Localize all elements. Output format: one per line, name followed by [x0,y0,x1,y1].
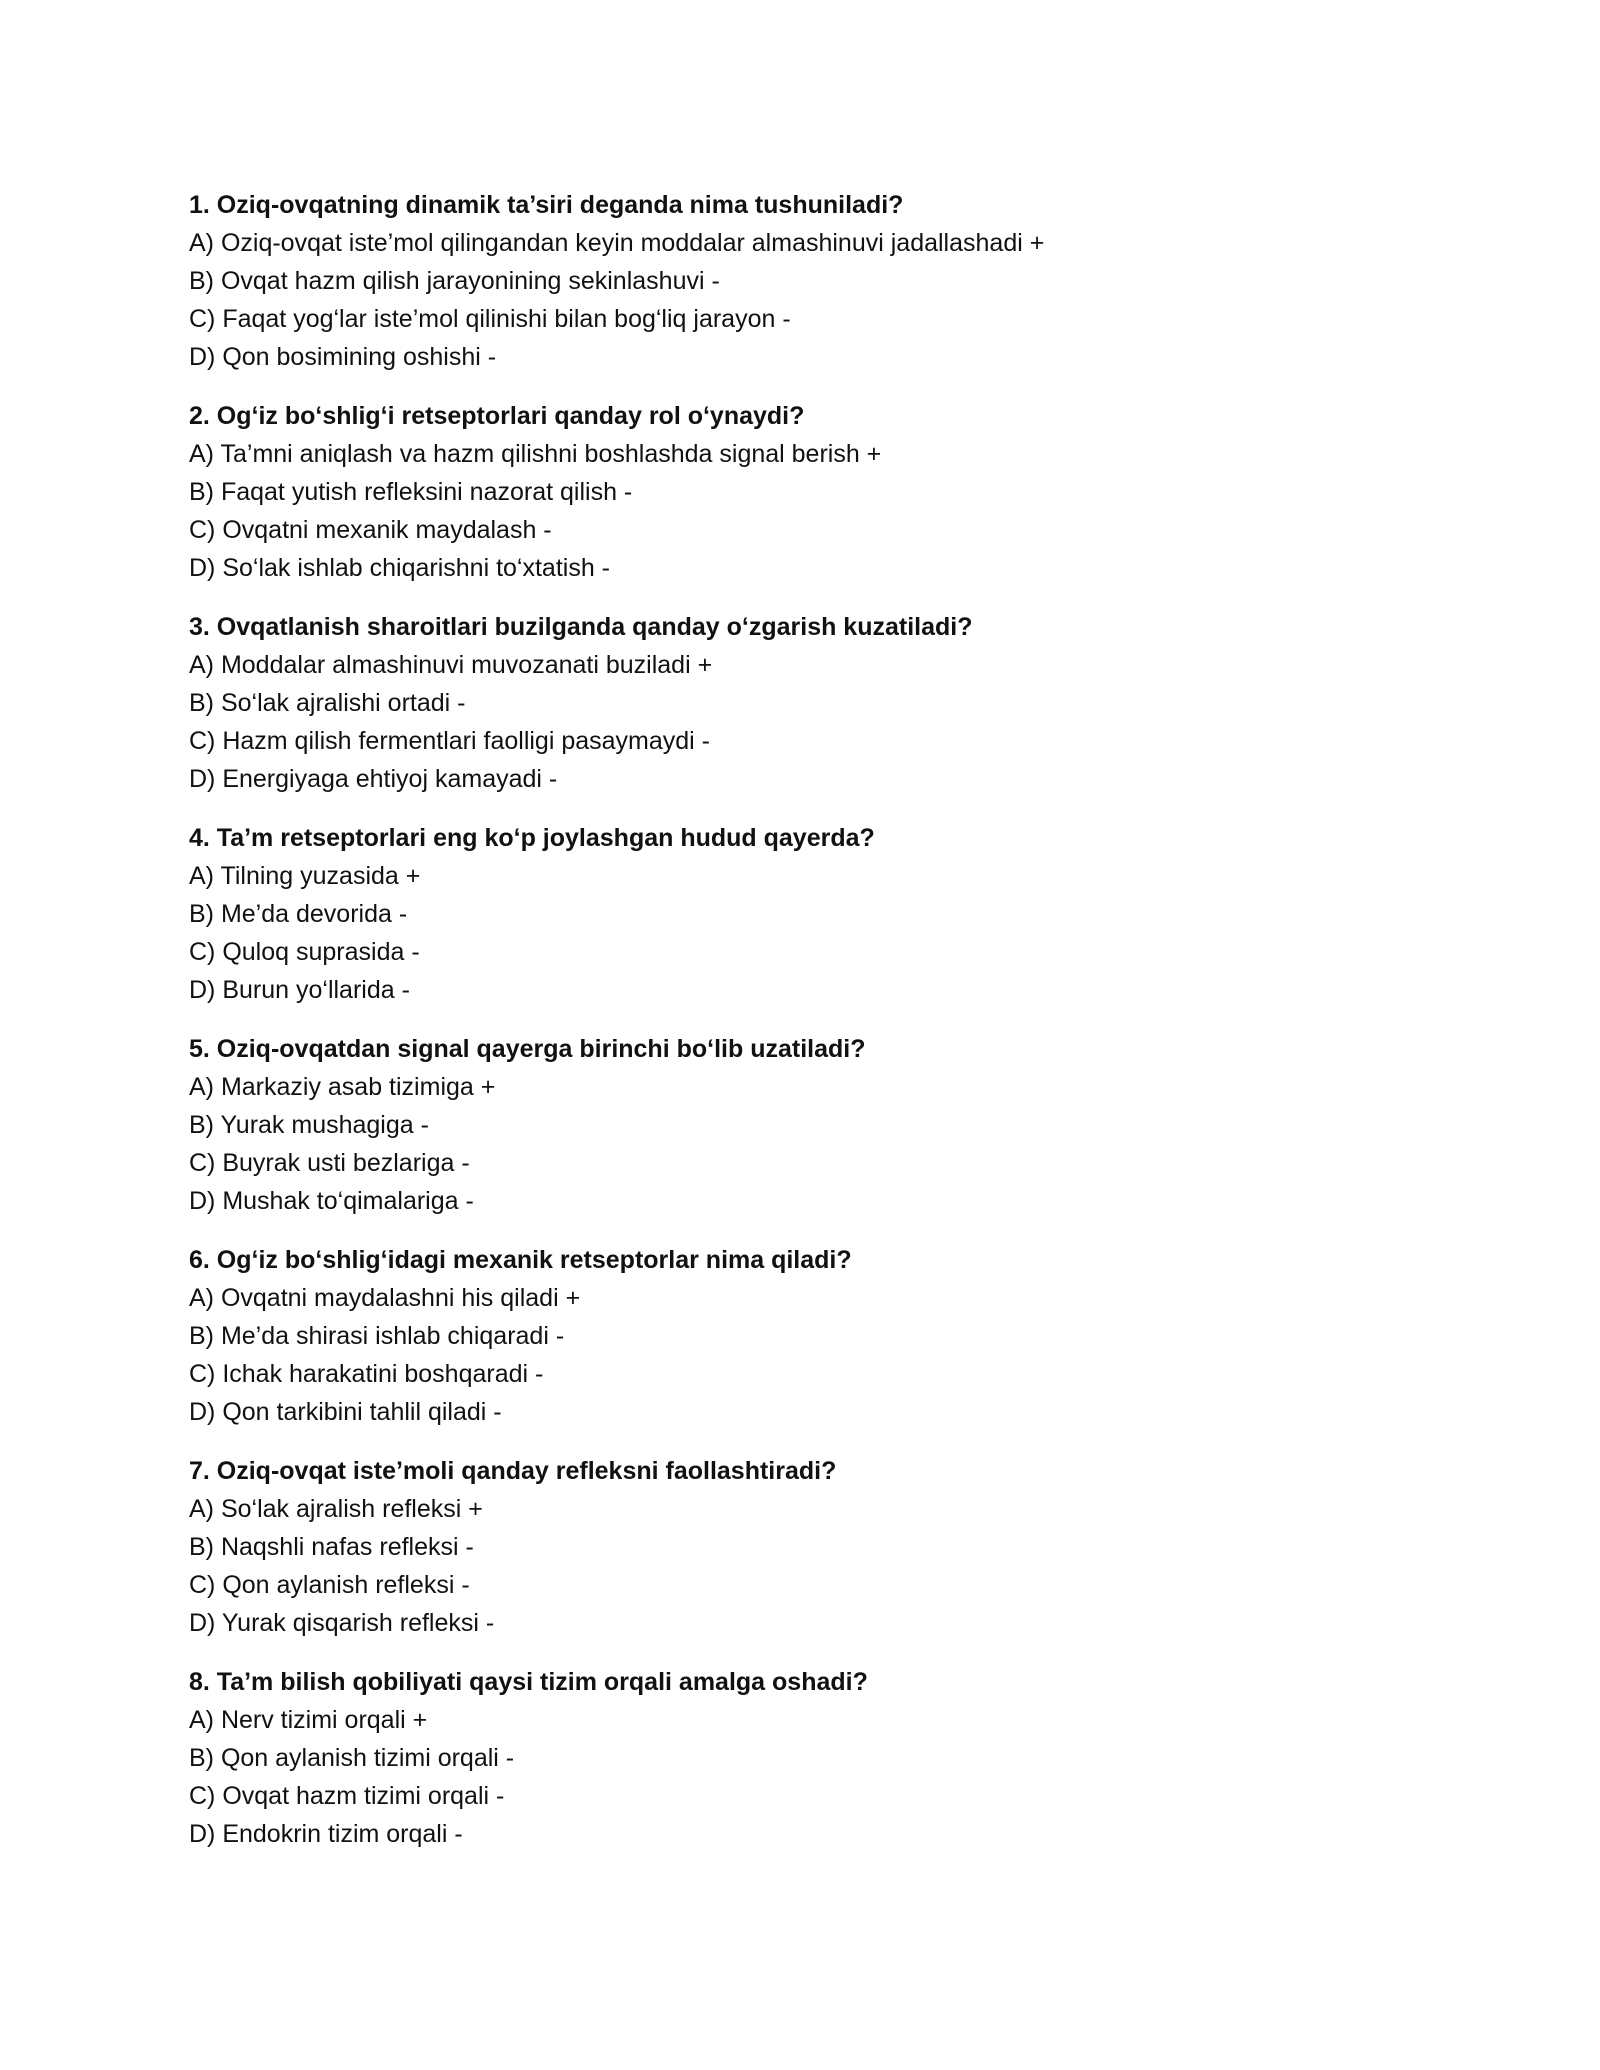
question-2 [189,397,1449,587]
answer-option-a: A) Nerv tizimi orqali + [189,1706,428,1734]
question-title: 2. Og‘iz bo‘shlig‘i retseptorlari qanday rol o‘ynaydi? [189,402,805,430]
answer-option-c: C) Quloq suprasida - [189,938,420,966]
answer-option-c: C) Hazm qilish fermentlari faolligi pasaymaydi - [189,727,710,755]
answer-option-a: A) So‘lak ajralish refleksi + [189,1495,483,1523]
answer-option-c: C) Ovqatni mexanik maydalash - [189,516,552,544]
answer-option-a: A) Oziq-ovqat iste’mol qilingandan keyin moddalar almashinuvi jadallashadi + [189,229,1045,257]
question-title: 1. Oziq-ovqatning dinamik ta’siri deganda nima tushuniladi? [189,191,904,219]
question-title: 3. Ovqatlanish sharoitlari buzilganda qanday o‘zgarish kuzatiladi? [189,613,973,641]
answer-option-c: C) Buyrak usti bezlariga - [189,1149,470,1177]
answer-option-d: D) Qon tarkibini tahlil qiladi - [189,1398,502,1426]
answer-option-b: B) So‘lak ajralishi ortadi - [189,689,466,717]
question-title: 6. Og‘iz bo‘shlig‘idagi mexanik retseptorlar nima qiladi? [189,1246,852,1274]
question-1 [189,186,1449,376]
question-5 [189,1030,1449,1220]
answer-option-c: C) Faqat yog‘lar iste’mol qilinishi bilan bog‘liq jarayon - [189,305,791,333]
answer-option-d: D) Yurak qisqarish refleksi - [189,1609,495,1637]
answer-option-b: B) Ovqat hazm qilish jarayonining sekinlashuvi - [189,267,720,295]
question-title: 4. Ta’m retseptorlari eng ko‘p joylashgan hudud qayerda? [189,824,875,852]
question-3 [189,608,1449,798]
question-6 [189,1241,1449,1431]
answer-option-a: A) Ovqatni maydalashni his qiladi + [189,1284,581,1312]
question-8 [189,1663,1449,1853]
answer-option-b: B) Qon aylanish tizimi orqali - [189,1744,515,1772]
answer-option-a: A) Ta’mni aniqlash va hazm qilishni boshlashda signal berish + [189,440,882,468]
answer-option-d: D) Qon bosimining oshishi - [189,343,497,371]
question-7 [189,1452,1449,1642]
answer-option-c: C) Ovqat hazm tizimi orqali - [189,1782,505,1810]
answer-option-a: A) Moddalar almashinuvi muvozanati buziladi + [189,651,713,679]
question-title: 5. Oziq-ovqatdan signal qayerga birinchi bo‘lib uzatiladi? [189,1035,866,1063]
answer-option-b: B) Me’da shirasi ishlab chiqaradi - [189,1322,565,1350]
question-4 [189,819,1449,1009]
question-list [189,186,1449,1874]
answer-option-d: D) Mushak to‘qimalariga - [189,1187,474,1215]
answer-option-b: B) Me’da devorida - [189,900,408,928]
answer-option-b: B) Faqat yutish refleksini nazorat qilish - [189,478,633,506]
answer-option-d: D) Energiyaga ehtiyoj kamayadi - [189,765,558,793]
question-title: 7. Oziq-ovqat iste’moli qanday refleksni faollashtiradi? [189,1457,837,1485]
answer-option-d: D) So‘lak ishlab chiqarishni to‘xtatish - [189,554,611,582]
answer-option-b: B) Yurak mushagiga - [189,1111,429,1139]
answer-option-d: D) Endokrin tizim orqali - [189,1820,463,1848]
answer-option-c: C) Qon aylanish refleksi - [189,1571,470,1599]
question-title: 8. Ta’m bilish qobiliyati qaysi tizim orqali amalga oshadi? [189,1668,868,1696]
answer-option-a: A) Markaziy asab tizimiga + [189,1073,496,1101]
answer-option-b: B) Naqshli nafas refleksi - [189,1533,474,1561]
answer-option-a: A) Tilning yuzasida + [189,862,421,890]
answer-option-d: D) Burun yo‘llarida - [189,976,410,1004]
answer-option-c: C) Ichak harakatini boshqaradi - [189,1360,544,1388]
